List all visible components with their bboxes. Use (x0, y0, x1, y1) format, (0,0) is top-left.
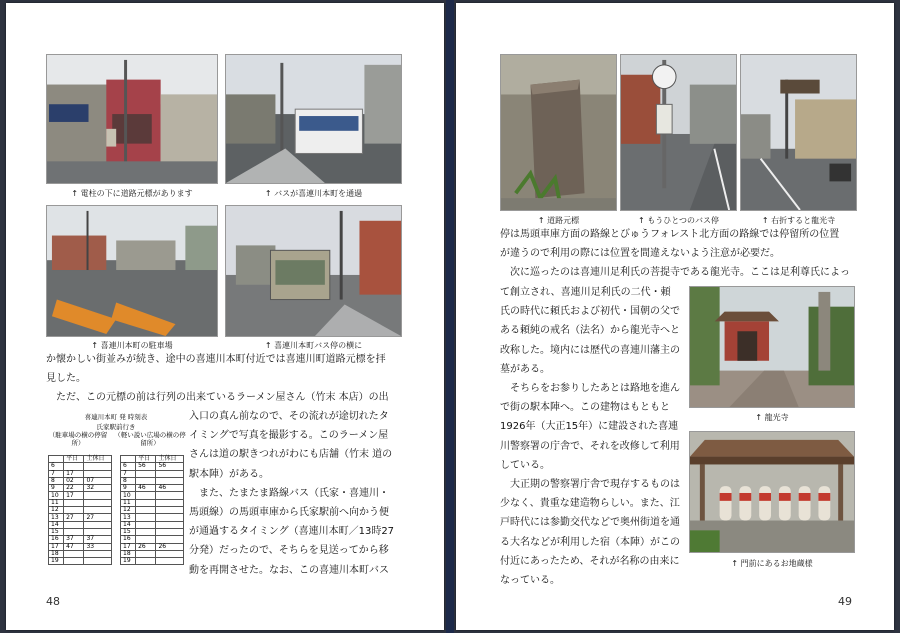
timetable-row (49, 470, 112, 477)
timetable-cell: 33 (84, 543, 112, 550)
left-body-line: イミングで写真を撮影する。このラーメン屋 (189, 430, 389, 442)
timetable-cell: 16 (121, 536, 136, 543)
timetable-cell (84, 463, 112, 470)
timetable-cell (64, 507, 84, 514)
photo-road-marker-stone (500, 54, 617, 211)
right-body-line: 付近にあったため、それが名称の由来に (500, 555, 680, 567)
timetable-header-cell: 土休日 (156, 456, 184, 463)
timetable-cell (136, 528, 156, 535)
photo-bus-stop-shelter (225, 205, 402, 337)
right-body-line: している。 (500, 459, 550, 471)
timetable-cell: 07 (84, 477, 112, 484)
timetable-cell: 26 (136, 543, 156, 550)
timetable-cell (84, 550, 112, 557)
left-body-line: 馬頭線）の馬頭車庫から氏家駅前へ向かう便 (189, 507, 389, 519)
timetable-cell: 17 (121, 543, 136, 550)
timetable-cell (156, 470, 184, 477)
page-spine (446, 0, 454, 633)
timetable-header-row (49, 456, 112, 463)
timetable-cell: 11 (49, 499, 64, 506)
timetable-cell: 7 (49, 470, 64, 477)
timetable-cell (64, 463, 84, 470)
timetable-cell: 13 (121, 514, 136, 521)
timetable-cell: 14 (49, 521, 64, 528)
right-body-line: 墓がある。 (500, 363, 550, 375)
timetable-cell (136, 514, 156, 521)
timetable-cell: 19 (49, 558, 64, 565)
timetable-cell: 8 (49, 477, 64, 484)
caption-right-photo-3: ↑ 右折すると龍光寺 (761, 216, 836, 225)
timetable-subtitle: 氏家駅前行き (96, 423, 136, 431)
timetable-cell: 18 (121, 550, 136, 557)
timetable-cell (156, 499, 184, 506)
left-body-line: か懐かしい街並みが続き、途中の喜連川本町付近では喜連川町道路元標を拝 (46, 354, 386, 365)
timetable-cell (156, 558, 184, 565)
timetable-row (49, 536, 112, 543)
timetable-cell: 27 (84, 514, 112, 521)
timetable-cell (84, 521, 112, 528)
caption-right-photo-5: ↑ 門前にあるお地蔵様 (731, 559, 813, 568)
timetable-cell: 18 (49, 550, 64, 557)
left-body-line: さんは道の駅きつれがわにも店舗（竹末 道の (189, 449, 393, 461)
timetable-row (49, 558, 112, 565)
timetable-cell: 27 (64, 514, 84, 521)
caption-right-photo-4: ↑ 龍光寺 (755, 413, 789, 422)
timetable-cell (136, 507, 156, 514)
left-body-line: 入口の真ん前なので、その流れが途切れたタ (189, 411, 389, 422)
timetable-cell: 10 (49, 492, 64, 499)
timetable-row (121, 558, 184, 565)
timetable-cell: 19 (121, 558, 136, 565)
timetable-cell: 17 (49, 543, 64, 550)
timetable-cell (136, 470, 156, 477)
caption-photo-3: ↑ 喜連川本町の駐車場 (91, 341, 173, 350)
timetable-cell: 17 (64, 470, 84, 477)
timetable-header-row (121, 456, 184, 463)
caption-right-photo-2: ↑ もうひとつのバス停 (637, 216, 720, 225)
timetable-cell (64, 550, 84, 557)
timetable-cell: 46 (156, 485, 184, 492)
timetable-cell (136, 521, 156, 528)
timetable-cell (84, 492, 112, 499)
right-body-line: る大名などが利用した宿（本陣）がこの (500, 536, 680, 548)
timetable-cell (84, 507, 112, 514)
timetable-cell (64, 521, 84, 528)
timetable-row (49, 485, 112, 492)
timetable-cell: 12 (49, 507, 64, 514)
right-body-line: 大正期の警察署庁舎で現存するものは (510, 479, 680, 491)
right-body-line: 氏の時代に頼氏および初代・国朝の父で (500, 306, 680, 318)
timetable-cell (156, 492, 184, 499)
left-body-line: また、たまたま路線バス（氏家・喜連川・ (199, 487, 389, 499)
timetable-cell: 10 (121, 492, 136, 499)
left-body-line: 駅本陣）がある。 (189, 468, 269, 480)
timetable-cell: 11 (121, 499, 136, 506)
left-body-line: ただ、この元標の前は行列の出来ているラーメン屋さん（竹末 本店）の出 (56, 392, 389, 404)
photo-turn-to-temple (740, 54, 857, 211)
timetable-cell: 6 (121, 463, 136, 470)
right-body-line: が違うので利用の際には位置を間違えないよう注意が必要だ。 (500, 248, 780, 260)
timetable-header-cell: 平日 (64, 456, 84, 463)
timetable-cell (136, 558, 156, 565)
timetable-right-table (120, 455, 184, 565)
timetable-cell: 17 (64, 492, 84, 499)
caption-photo-2: ↑ バスが喜連川本町を通過 (264, 189, 363, 198)
timetable-cell (156, 507, 184, 514)
left-body-line: が通過するタイミング（喜連川本町／13時27 (189, 526, 395, 538)
right-page (456, 3, 894, 630)
photo-parking-lot (46, 205, 218, 337)
timetable-cell: 22 (64, 485, 84, 492)
right-body-top (500, 225, 860, 283)
right-body-line: 川警察署の庁舎で、それを改修して利用 (500, 440, 680, 452)
timetable-cell (156, 536, 184, 543)
timetable-cell (64, 558, 84, 565)
timetable-cell (156, 550, 184, 557)
right-body-line: 少なく、貴重な建造物らしい。また、江 (500, 498, 680, 510)
timetable-cell: 9 (121, 485, 136, 492)
timetable-cell: 15 (121, 528, 136, 535)
photo-road-marker-street (46, 54, 218, 184)
timetable-left-label: （駐車場の横の停留所） (48, 431, 108, 447)
timetable-cell: 56 (136, 463, 156, 470)
timetable-cell: 26 (156, 543, 184, 550)
right-body-line: 戸時代には参勤交代などで奥州街道を通 (500, 517, 680, 529)
timetable-cell (136, 492, 156, 499)
timetable-row (121, 470, 184, 477)
timetable-cell: 15 (49, 528, 64, 535)
photo-jizo-statues (689, 431, 855, 553)
timetable-cell: 02 (64, 477, 84, 484)
timetable-row (121, 463, 184, 470)
left-body-line: 動を再開させた。なお、この喜連川本町バス (189, 564, 389, 576)
right-body-line: 次に巡ったのは喜連川足利氏の菩提寺である龍光寺。ここは足利尊氏によっ (510, 267, 850, 279)
timetable-cell (156, 521, 184, 528)
right-body-line: なっている。 (500, 575, 560, 587)
left-body-top (46, 350, 406, 408)
right-body-line: 1926年（大正15年）に建設された喜連 (500, 421, 679, 433)
page-number-left: 48 (46, 595, 60, 608)
timetable-cell (84, 558, 112, 565)
right-body-line: で街の駅本陣へ。この建物はもともと (500, 402, 670, 414)
timetable-row (49, 477, 112, 484)
timetable-cell (136, 536, 156, 543)
timetable-title-text: 喜連川本町 発 時刻表 (84, 413, 148, 421)
timetable-cell: 9 (49, 485, 64, 492)
page-number-right: 49 (838, 595, 852, 608)
timetable-row (49, 507, 112, 514)
timetable-cell: 56 (156, 463, 184, 470)
photo-other-bus-stop (620, 54, 737, 211)
timetable-left-table (48, 455, 112, 565)
timetable-cell: 16 (49, 536, 64, 543)
left-body-line: 分発）だったので、そちらを見送ってから移 (189, 545, 389, 557)
timetable-cell: 6 (49, 463, 64, 470)
timetable-cell: 46 (136, 485, 156, 492)
left-body-side (189, 407, 409, 580)
timetable-row (121, 485, 184, 492)
timetable-cell: 37 (84, 536, 112, 543)
photo-ryukoji-temple (689, 286, 855, 408)
timetable-title (46, 413, 186, 431)
timetable-row (121, 536, 184, 543)
timetable-header-cell: 土休日 (84, 456, 112, 463)
left-body-line: 見した。 (46, 373, 86, 385)
timetable-cell (64, 499, 84, 506)
timetable-header-cell: 平日 (136, 456, 156, 463)
timetable-cell (84, 499, 112, 506)
caption-right-photo-1: ↑ 道路元標 (537, 216, 580, 225)
right-body-side (500, 283, 690, 590)
timetable-cell (156, 528, 184, 535)
timetable-cell: 7 (121, 470, 136, 477)
right-body-line: 改称した。境内には歴代の喜連川藩主の (500, 344, 680, 356)
timetable-cell: 47 (64, 543, 84, 550)
timetable-cell: 32 (84, 485, 112, 492)
right-body-line: て創立され、喜連川足利氏の二代・頼 (500, 287, 671, 298)
timetable-cell (136, 550, 156, 557)
caption-photo-1: ↑ 電柱の下に道路元標があります (71, 189, 193, 198)
timetable-row (121, 477, 184, 484)
timetable-cell: 14 (121, 521, 136, 528)
right-body-line: そちらをお参りしたあとは路地を進ん (510, 383, 680, 395)
timetable-row (49, 463, 112, 470)
timetable-cell: 12 (121, 507, 136, 514)
right-body-line: 停は馬頭車庫方面の路線とびゅうフォレスト北方面の路線では停留所の位置 (500, 229, 840, 240)
timetable-cell (136, 499, 156, 506)
left-page (6, 3, 444, 630)
caption-photo-4: ↑ 喜連川本町バス停の横に (264, 341, 363, 350)
timetable-row (121, 507, 184, 514)
right-body-line: ある頼純の戒名（法名）から龍光寺へと (500, 325, 680, 337)
photo-bus-passing (225, 54, 402, 184)
timetable-cell: 8 (121, 477, 136, 484)
timetable-cell: 13 (49, 514, 64, 521)
timetable-cell: 37 (64, 536, 84, 543)
timetable-right-label: （軽い説い広場の横の停留所） (114, 431, 186, 447)
timetable-cell (156, 514, 184, 521)
